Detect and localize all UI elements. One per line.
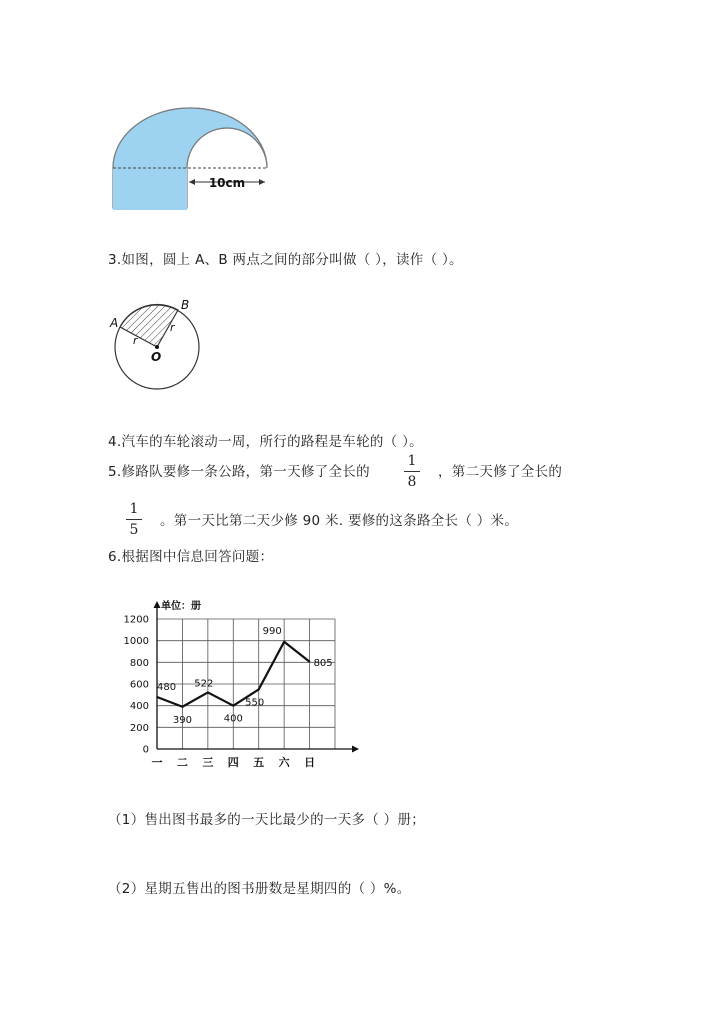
- data-label: 390: [172, 714, 192, 726]
- fraction-one-eighth: 1 8: [404, 452, 420, 491]
- x-tick-label: 四: [227, 756, 239, 769]
- chart-grid: [157, 619, 335, 749]
- data-label: 805: [313, 657, 333, 669]
- data-label: 400: [223, 713, 243, 725]
- data-point: [283, 641, 285, 643]
- x-tick-label: 一: [151, 756, 163, 769]
- data-point: [309, 661, 311, 663]
- crescent-figure: [105, 100, 285, 210]
- question-6-sub2: （2）星期五售出的图书册数是星期四的（ ）%。: [108, 881, 411, 897]
- data-point: [232, 705, 234, 707]
- fraction-one-fifth: 1 5: [126, 500, 142, 539]
- question-5-line1-b: ，第二天修了全长的: [438, 464, 563, 480]
- y-tick-label: 1000: [123, 636, 149, 648]
- question-6-sub1: （1）售出图书最多的一天比最少的一天多（ ）册；: [108, 812, 426, 828]
- data-label: 522: [194, 678, 214, 690]
- chart-title: 单位：册: [161, 601, 201, 612]
- label-b: B: [181, 298, 190, 312]
- y-tick-label: 200: [129, 722, 149, 734]
- label-r2: r: [170, 321, 175, 334]
- x-axis-arrow: [352, 746, 359, 753]
- y-tick-label: 800: [129, 657, 149, 669]
- data-point: [258, 689, 260, 691]
- data-point: [156, 696, 158, 698]
- x-tick-label: 二: [176, 756, 188, 769]
- data-point: [207, 692, 209, 694]
- chart-labels: [124, 615, 333, 770]
- question-4: 4.汽车的车轮滚动一周，所行的路程是车轮的（ ）。: [108, 434, 423, 450]
- data-label: 550: [245, 697, 265, 709]
- label-r1: r: [133, 334, 138, 347]
- circle-sector-figure: [105, 295, 215, 400]
- label-o: O: [151, 350, 162, 364]
- question-6: 6.根据图中信息回答问题：: [108, 549, 274, 565]
- y-axis-arrow: [154, 601, 161, 608]
- y-tick-label: 1200: [123, 614, 149, 626]
- y-tick-label: 400: [129, 701, 149, 713]
- x-tick-label: 日: [304, 756, 316, 769]
- question-3: 3.如图，圆上 A、B 两点之间的部分叫做（ ），读作（ ）。: [108, 252, 463, 268]
- data-label: 990: [262, 625, 282, 637]
- question-5-line1-a: 5.修路队要修一条公路，第一天修了全长的: [108, 464, 370, 480]
- question-5-line2: 。第一天比第二天少修 90 米. 要修的这条路全长（ ）米。: [160, 513, 519, 529]
- x-tick-label: 六: [278, 756, 290, 769]
- data-label: 480: [157, 682, 177, 693]
- y-tick-label: 0: [142, 744, 149, 756]
- label-a: A: [110, 316, 119, 330]
- y-tick-label: 600: [129, 679, 149, 691]
- x-tick-label: 三: [202, 756, 214, 769]
- sales-line-chart: [115, 592, 375, 777]
- chart-axes: [154, 601, 360, 753]
- data-point: [182, 706, 184, 708]
- dimension-label: 10cm: [208, 176, 246, 190]
- x-tick-label: 五: [253, 756, 265, 769]
